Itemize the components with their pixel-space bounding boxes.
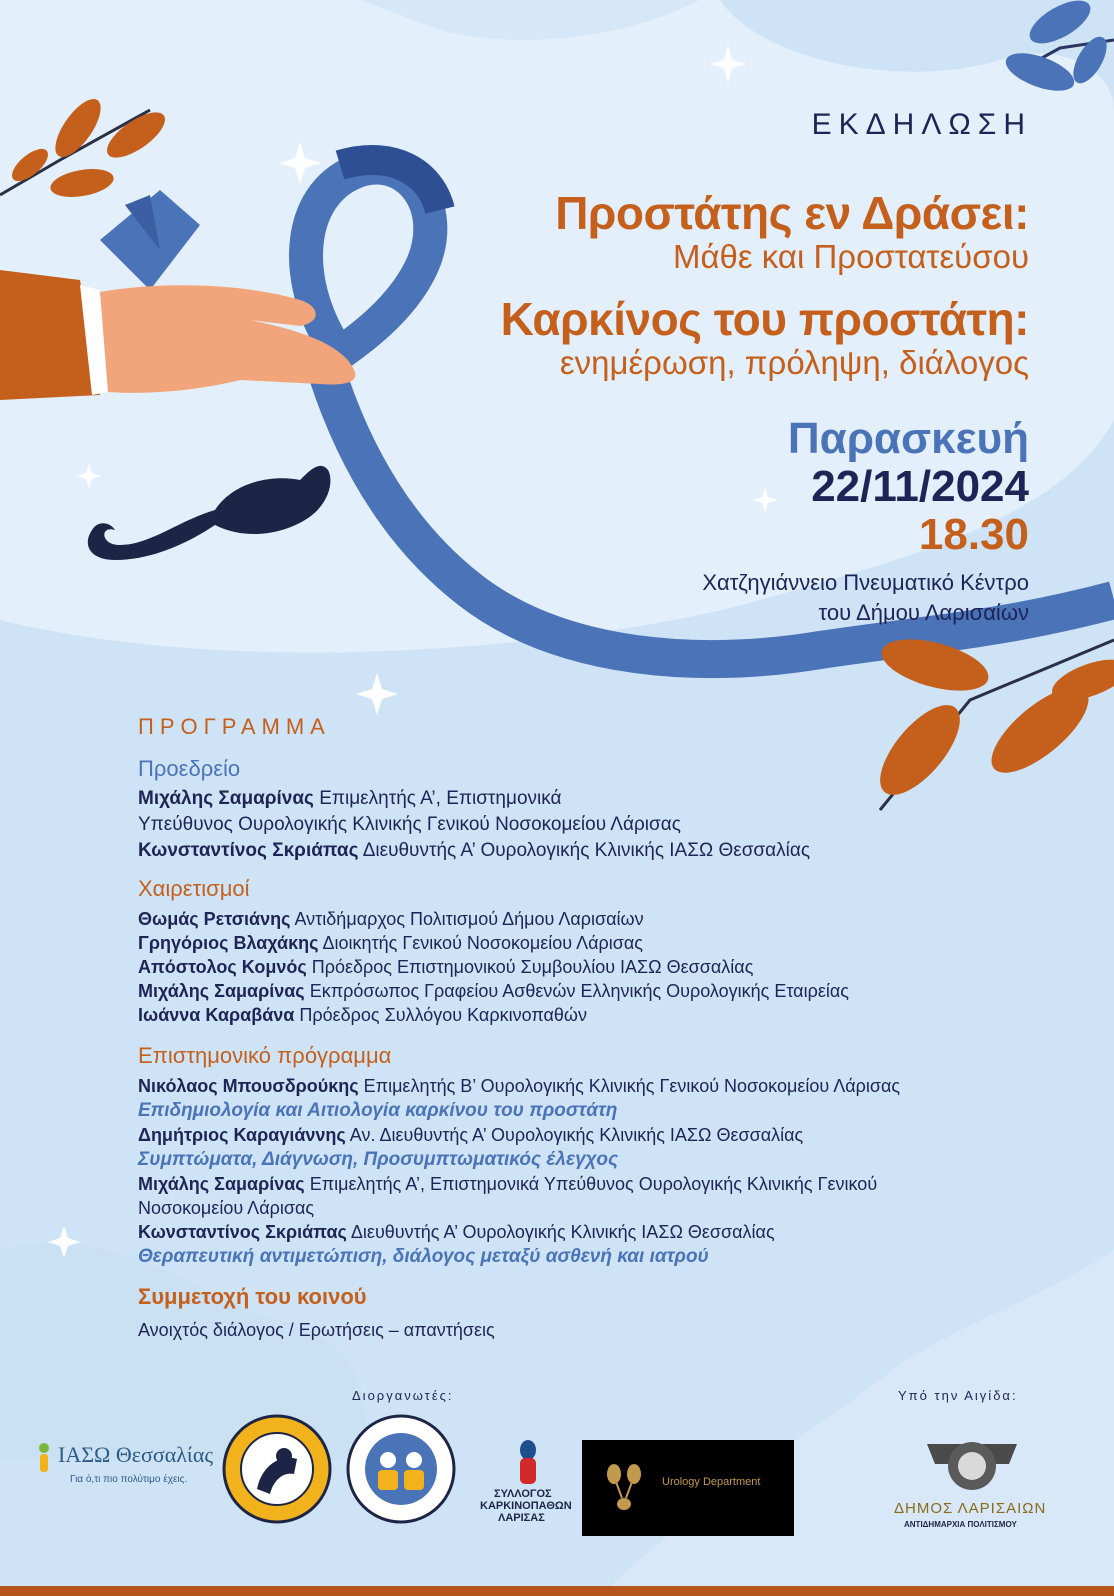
program-line <box>138 1198 314 1219</box>
iaso-slogan: Για ό,τι πιο πολύτιμο έχεις. <box>70 1474 188 1485</box>
talk-topic: Επιδημιολογία και Αιτιολογία καρκίνου του προστάτη <box>138 1100 618 1121</box>
speaker-name: Μιχάλης Σαμαρίνας <box>138 1174 305 1194</box>
venue-line-1: Χατζηγιάννειο Πνευματικό Κέντρο <box>702 570 1029 595</box>
speaker-role: Αντιδήμαρχος Πολιτισμού Δήμου Λαρισαίων <box>294 909 644 929</box>
speaker-name: Μιχάλης Σαμαρίνας <box>138 981 305 1001</box>
patients-office-logo <box>346 1414 456 1524</box>
speaker-name: Απόστολος Κομνός <box>138 957 307 977</box>
program-line <box>138 1125 803 1146</box>
title-line-1: Προστάτης εν Δράσει: <box>555 187 1029 239</box>
speaker-name: Μιχάλης Σαμαρίνας <box>138 788 314 809</box>
bottom-bar <box>0 1586 1114 1596</box>
urology-department-logo <box>582 1440 794 1536</box>
speaker-name: Δημήτριος Καραγιάννης <box>138 1125 346 1145</box>
speaker-name: Θωμάς Ρετσιάνης <box>138 909 291 929</box>
organizers-label: Διοργανωτές: <box>352 1388 454 1403</box>
speaker-role: Πρόεδρος Συλλόγου Καρκινοπαθών <box>299 1005 587 1025</box>
program-line <box>138 1005 587 1026</box>
municipality-sub: ΑΝΤΙΔΗΜΑΡΧΙΑ ΠΟΛΙΤΙΣΜΟΥ <box>904 1520 1017 1529</box>
speaker-name: Ιωάννα Καραβάνα <box>138 1005 295 1025</box>
event-date: 22/11/2024 <box>811 462 1029 511</box>
program-heading: ΠΡΟΓΡΑΜΜΑ <box>138 714 331 739</box>
speaker-role: Αν. Διευθυντής Α’ Ουρολογικής Κλινικής ΙΑΣΩ Θεσσαλίας <box>349 1125 804 1145</box>
speaker-role: Επιμελητής Α’, Επιστημονικά Υπεύθυνος Ουρολογικής Κλινικής Γενικού <box>309 1174 878 1194</box>
speaker-role: Διευθυντής Α’ Ουρολογικής Κλινικής ΙΑΣΩ Θεσσαλίας <box>350 1222 775 1242</box>
title-line-4: ενημέρωση, πρόληψη, διάλογος <box>559 344 1029 381</box>
kidney-icon <box>606 1462 642 1512</box>
municipality-logo <box>884 1424 1064 1534</box>
patients-seal-icon <box>346 1414 456 1524</box>
urology-label: Urology Department <box>662 1476 761 1488</box>
section-title-scientific: Επιστημονικό πρόγραμμα <box>138 1043 392 1068</box>
speaker-name: Νικόλαος Μπουσδρούκης <box>138 1076 359 1096</box>
program-line <box>138 957 753 978</box>
speaker-role: Διοικητής Γενικού Νοσοκομείου Λάρισας <box>322 933 643 953</box>
title-line-3: Καρκίνος του προστάτη: <box>500 293 1029 345</box>
program-line <box>138 981 849 1002</box>
program-line <box>138 1222 775 1243</box>
section-title-participation: Συμμετοχή του κοινού <box>138 1284 367 1309</box>
program-line <box>138 1174 877 1195</box>
speaker-name: Γρηγόριος Βλαχάκης <box>138 933 319 953</box>
hellenic-urological-logo <box>222 1414 332 1524</box>
program-line <box>138 840 810 862</box>
speaker-role: Πρόεδρος Επιστημονικού Συμβουλίου ΙΑΣΩ Θεσσαλίας <box>311 957 754 977</box>
municipality-name: ΔΗΜΟΣ ΛΑΡΙΣΑΙΩΝ <box>894 1500 1047 1517</box>
iaso-name: ΙΑΣΩ Θεσσαλίας <box>58 1442 214 1467</box>
event-day: Παρασκευή <box>787 414 1029 463</box>
section-title-greetings: Χαιρετισμοί <box>138 876 250 901</box>
program-line <box>138 1076 900 1097</box>
speaker-role: Επιμελητής Β’ Ουρολογικής Κλινικής Γενικού Νοσοκομείου Λάρισας <box>363 1076 901 1096</box>
speaker-role: Εκπρόσωπος Γραφείου Ασθενών Ελληνικής Ουρολογικής Εταιρείας <box>309 981 849 1001</box>
event-label: ΕΚΔΗΛΩΣΗ <box>811 108 1032 141</box>
urological-seal-icon <box>222 1414 332 1524</box>
program-line <box>138 909 644 930</box>
program-line <box>138 933 643 954</box>
cancer-assoc-line-2: ΚΑΡΚΙΝΟΠΑΘΩΝ <box>480 1500 572 1512</box>
event-time: 18.30 <box>918 510 1029 559</box>
title-line-2: Μάθε και Προστατεύσου <box>672 238 1029 275</box>
speaker-name: Κωνσταντίνος Σκριάπας <box>138 840 359 861</box>
cancer-assoc-line-1: ΣΥΛΛΟΓΟΣ <box>494 1488 552 1500</box>
program-line <box>138 814 681 836</box>
talk-topic: Συμπτώματα, Διάγνωση, Προσυμπτωματικός έλεγχος <box>138 1149 619 1170</box>
speaker-role: Υπεύθυνος Ουρολογικής Κλινικής Γενικού Νοσοκομείου Λάρισας <box>138 814 681 835</box>
aegis-label: Υπό την Αιγίδα: <box>898 1388 1018 1403</box>
cancer-emblem-icon <box>508 1438 548 1488</box>
talk-topic: Θεραπευτική αντιμετώπιση, διάλογος μεταξύ ασθενή και ιατρού <box>138 1246 709 1267</box>
municipality-emblem-icon <box>917 1424 1027 1494</box>
speaker-role: Διευθυντής Α’ Ουρολογικής Κλινικής ΙΑΣΩ Θεσσαλίας <box>362 840 810 861</box>
section-title-chair: Προεδρείο <box>138 756 241 781</box>
iaso-figure-icon <box>34 1442 54 1472</box>
program-line <box>138 788 561 810</box>
speaker-role: Επιμελητής Α’, Επιστημονικά <box>319 788 562 809</box>
iaso-logo <box>34 1436 214 1496</box>
cancer-association-logo <box>480 1438 580 1538</box>
speaker-name: Κωνσταντίνος Σκριάπας <box>138 1222 347 1242</box>
venue-line-2: του Δήμου Λαρισαίων <box>818 600 1029 625</box>
speaker-role: Νοσοκομείου Λάρισας <box>138 1198 315 1218</box>
cancer-assoc-line-3: ΛΑΡΙΣΑΣ <box>498 1512 545 1524</box>
participation-text: Ανοιχτός διάλογος / Ερωτήσεις – απαντήσεις <box>138 1320 495 1340</box>
